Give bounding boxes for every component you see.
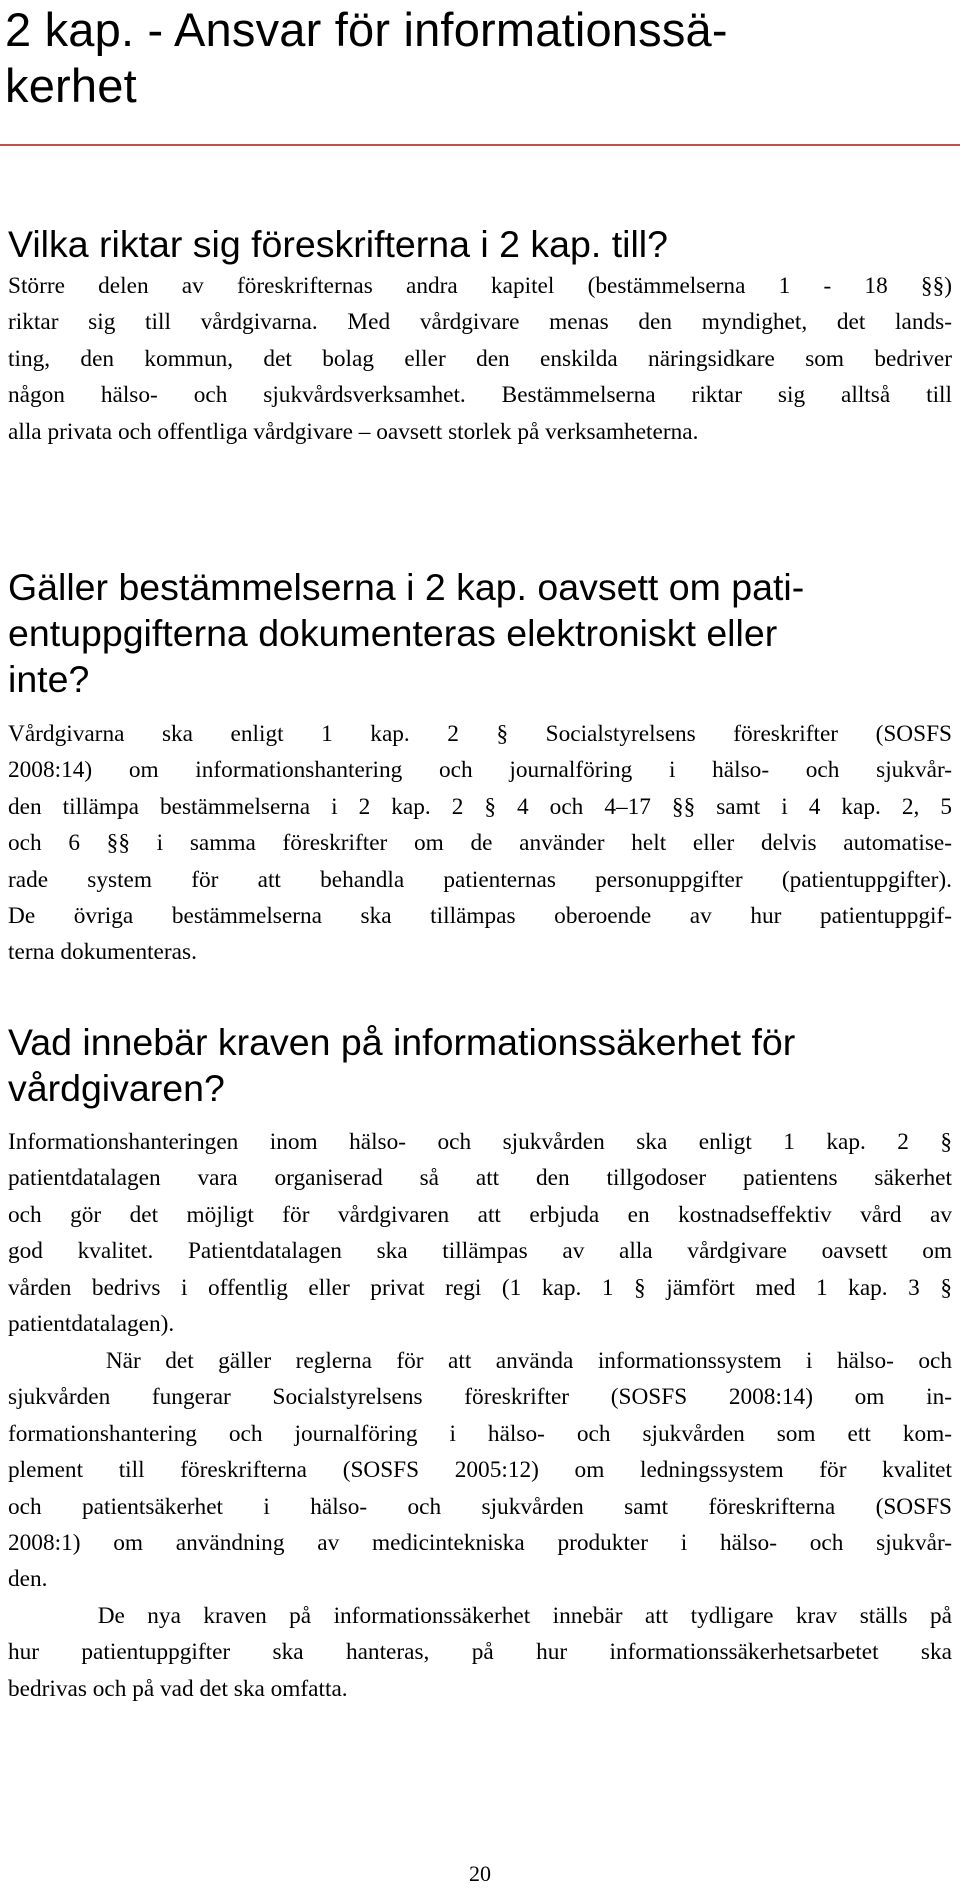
paragraph-line: vården bedrivs i offentlig eller privat regi (1 kap. 1 § jämfört med 1 kap. 3 § [8,1274,952,1301]
section-heading-line: entuppgifterna dokumenteras elektroniskt eller [8,612,778,654]
paragraph-line: Vårdgivarna ska enligt 1 kap. 2 § Socialstyrelsens föreskrifter (SOSFS [8,721,952,747]
paragraph-line: 2008:14) om informationshantering och journalföring i hälso- och sjukvår- [8,757,952,784]
paragraph-line: 2008:1) om användning av medicintekniska produkter i hälso- och sjukvår- [8,1530,952,1557]
section-heading-line: Vad innebär kraven på informationssäkerhet för [8,1021,796,1063]
chapter-title [5,2,905,114]
section-heading-requirements [8,1019,795,1111]
section-heading-line: vårdgivaren? [8,1067,225,1109]
chapter-title-line: kerhet [5,59,137,112]
section-paragraph [8,1124,952,1342]
section-heading-line: Gäller bestämmelserna i 2 kap. oavsett om pati- [8,566,805,608]
section-heading-line: inte? [8,658,90,700]
paragraph-line: patientdatalagen). [8,1311,175,1338]
section-paragraph [8,268,952,450]
paragraph-line: alla privata och offentliga vårdgivare – oavsett storlek på verksamheterna. [8,418,699,445]
paragraph-line: den. [8,1566,48,1593]
page-number: 20 [469,1861,491,1886]
paragraph-line: riktar sig till vårdgivarna. Med vårdgivare menas den myndighet, det lands- [8,309,952,336]
section-heading-line: Vilka riktar sig föreskrifterna i 2 kap. till? [8,223,668,265]
section-paragraph [8,1598,952,1707]
paragraph-line: De nya kraven på informationssäkerhet innebär att tydligare krav ställs på [8,1603,952,1629]
paragraph-line: den tillämpa bestämmelserna i 2 kap. 2 § 4 och 4–17 §§ samt i 4 kap. 2, 5 [8,793,952,820]
section-paragraph [8,1343,952,1598]
paragraph-line: någon hälso- och sjukvårdsverksamhet. Bestämmelserna riktar sig alltså till [8,382,952,409]
paragraph-line: och gör det möjligt för vårdgivaren att erbjuda en kostnadseffektiv vård av [8,1201,952,1228]
paragraph-line: och 6 §§ i samma föreskrifter om de använder helt eller delvis automatise- [8,830,952,857]
chapter-divider [0,144,960,146]
paragraph-line: När det gäller reglerna för att använda informationssystem i hälso- och [8,1348,952,1374]
paragraph-line: sjukvården fungerar Socialstyrelsens föreskrifter (SOSFS 2008:14) om in- [8,1384,952,1411]
paragraph-line: Större delen av föreskrifternas andra kapitel (bestämmelserna 1 - 18 §§) [8,273,952,299]
paragraph-line: De övriga bestämmelserna ska tillämpas oberoende av hur patientuppgif- [8,903,952,930]
chapter-title-line: 2 kap. - Ansvar för informationssä- [5,3,728,56]
section-heading-who [8,221,668,267]
paragraph-line: hur patientuppgifter ska hanteras, på hur informationssäkerhetsarbetet ska [8,1639,952,1666]
paragraph-line: bedrivas och på vad det ska omfatta. [8,1675,348,1702]
paragraph-line: god kvalitet. Patientdatalagen ska tillämpas av alla vårdgivare oavsett om [8,1238,952,1265]
paragraph-line: terna dokumenteras. [8,939,197,966]
paragraph-line: formationshantering och journalföring i hälso- och sjukvården som ett kom- [8,1420,952,1447]
paragraph-line: rade system för att behandla patienternas personuppgifter (patientuppgifter). [8,866,952,893]
paragraph-line: plement till föreskrifterna (SOSFS 2005:12) om ledningssystem för kvalitet [8,1457,952,1484]
paragraph-line: patientdatalagen vara organiserad så att den tillgodoser patientens säkerhet [8,1165,952,1192]
paragraph-line: och patientsäkerhet i hälso- och sjukvården samt föreskrifterna (SOSFS [8,1493,952,1520]
paragraph-line: Informationshanteringen inom hälso- och sjukvården ska enligt 1 kap. 2 § [8,1129,952,1155]
section-heading-scope [8,564,804,702]
section-paragraph [8,716,952,971]
paragraph-line: ting, den kommun, det bolag eller den enskilda näringsidkare som bedriver [8,345,952,372]
